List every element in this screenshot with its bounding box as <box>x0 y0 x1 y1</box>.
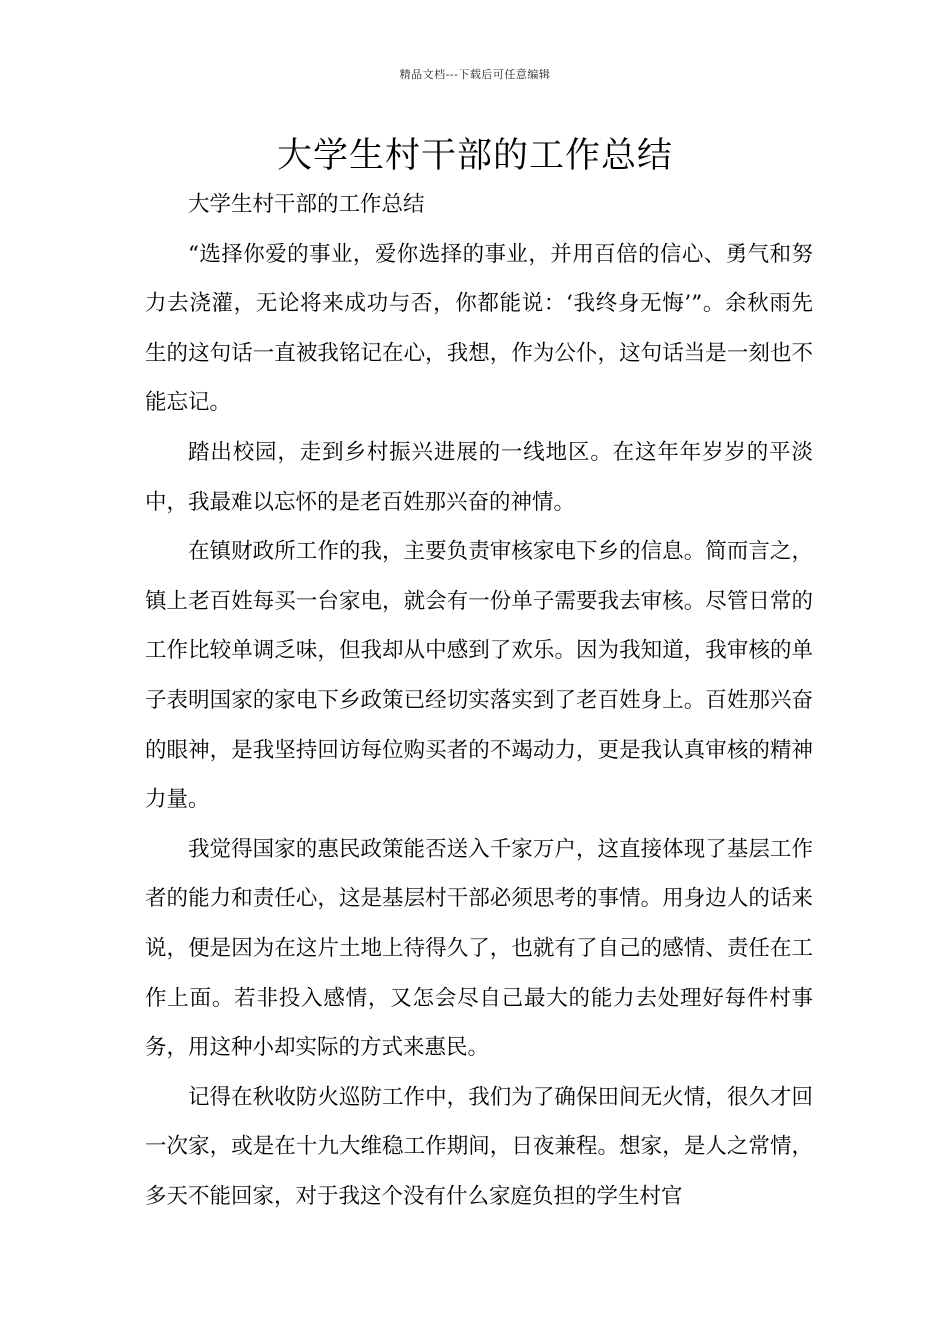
document-title: 大学生村干部的工作总结 <box>276 136 673 176</box>
paragraph: 记得在秋收防火巡防工作中，我们为了确保田间无火情，很久才回一次家，或是在十九大维稳工作期间，日夜兼程。想家，是人之常情，多天不能回家，对于我这个没有什么家庭负担的学生村官 <box>145 1084 813 1209</box>
document-subtitle: 大学生村干部的工作总结 <box>188 192 425 217</box>
paragraph: 在镇财政所工作的我，主要负责审核家电下乡的信息。简而言之，镇上老百姓每买一台家电，就会有一份单子需要我去审核。尽管日常的工作比较单调乏味，但我却从中感到了欢乐。因为我知道，我审核的单子表明国家的家电下乡政策已经切实落实到了老百姓身上。百姓那兴奋的眼神，是我坚持回访每位购买者的不竭动力，更是我认真审核的精神力量。 <box>145 539 813 813</box>
paragraph: 踏出校园，走到乡村振兴进展的一线地区。在这年年岁岁的平淡中，我最难以忘怀的是老百姓那兴奋的神情。 <box>145 439 813 515</box>
paragraph: 我觉得国家的惠民政策能否送入千家万户，这直接体现了基层工作者的能力和责任心，这是基层村干部必须思考的事情。用身边人的话来说，便是因为在这片土地上待得久了，也就有了自己的感情、责任在工作上面。若非投入感情，又怎会尽自己最大的能力去处理好每件村事务，用这种小却实际的方式来惠民。 <box>145 836 813 1061</box>
document-body <box>145 180 813 1221</box>
paragraph: “选择你爱的事业，爱你选择的事业，并用百倍的信心、勇气和努力去浇灌，无论将来成功与否，你都能说：‘我终身无悔’”。余秋雨先生的这句话一直被我铭记在心，我想，作为公仆，这句话当是一刻也不能忘记。 <box>145 241 813 416</box>
page-header: 精品文档---下载后可任意编辑 <box>399 68 551 81</box>
